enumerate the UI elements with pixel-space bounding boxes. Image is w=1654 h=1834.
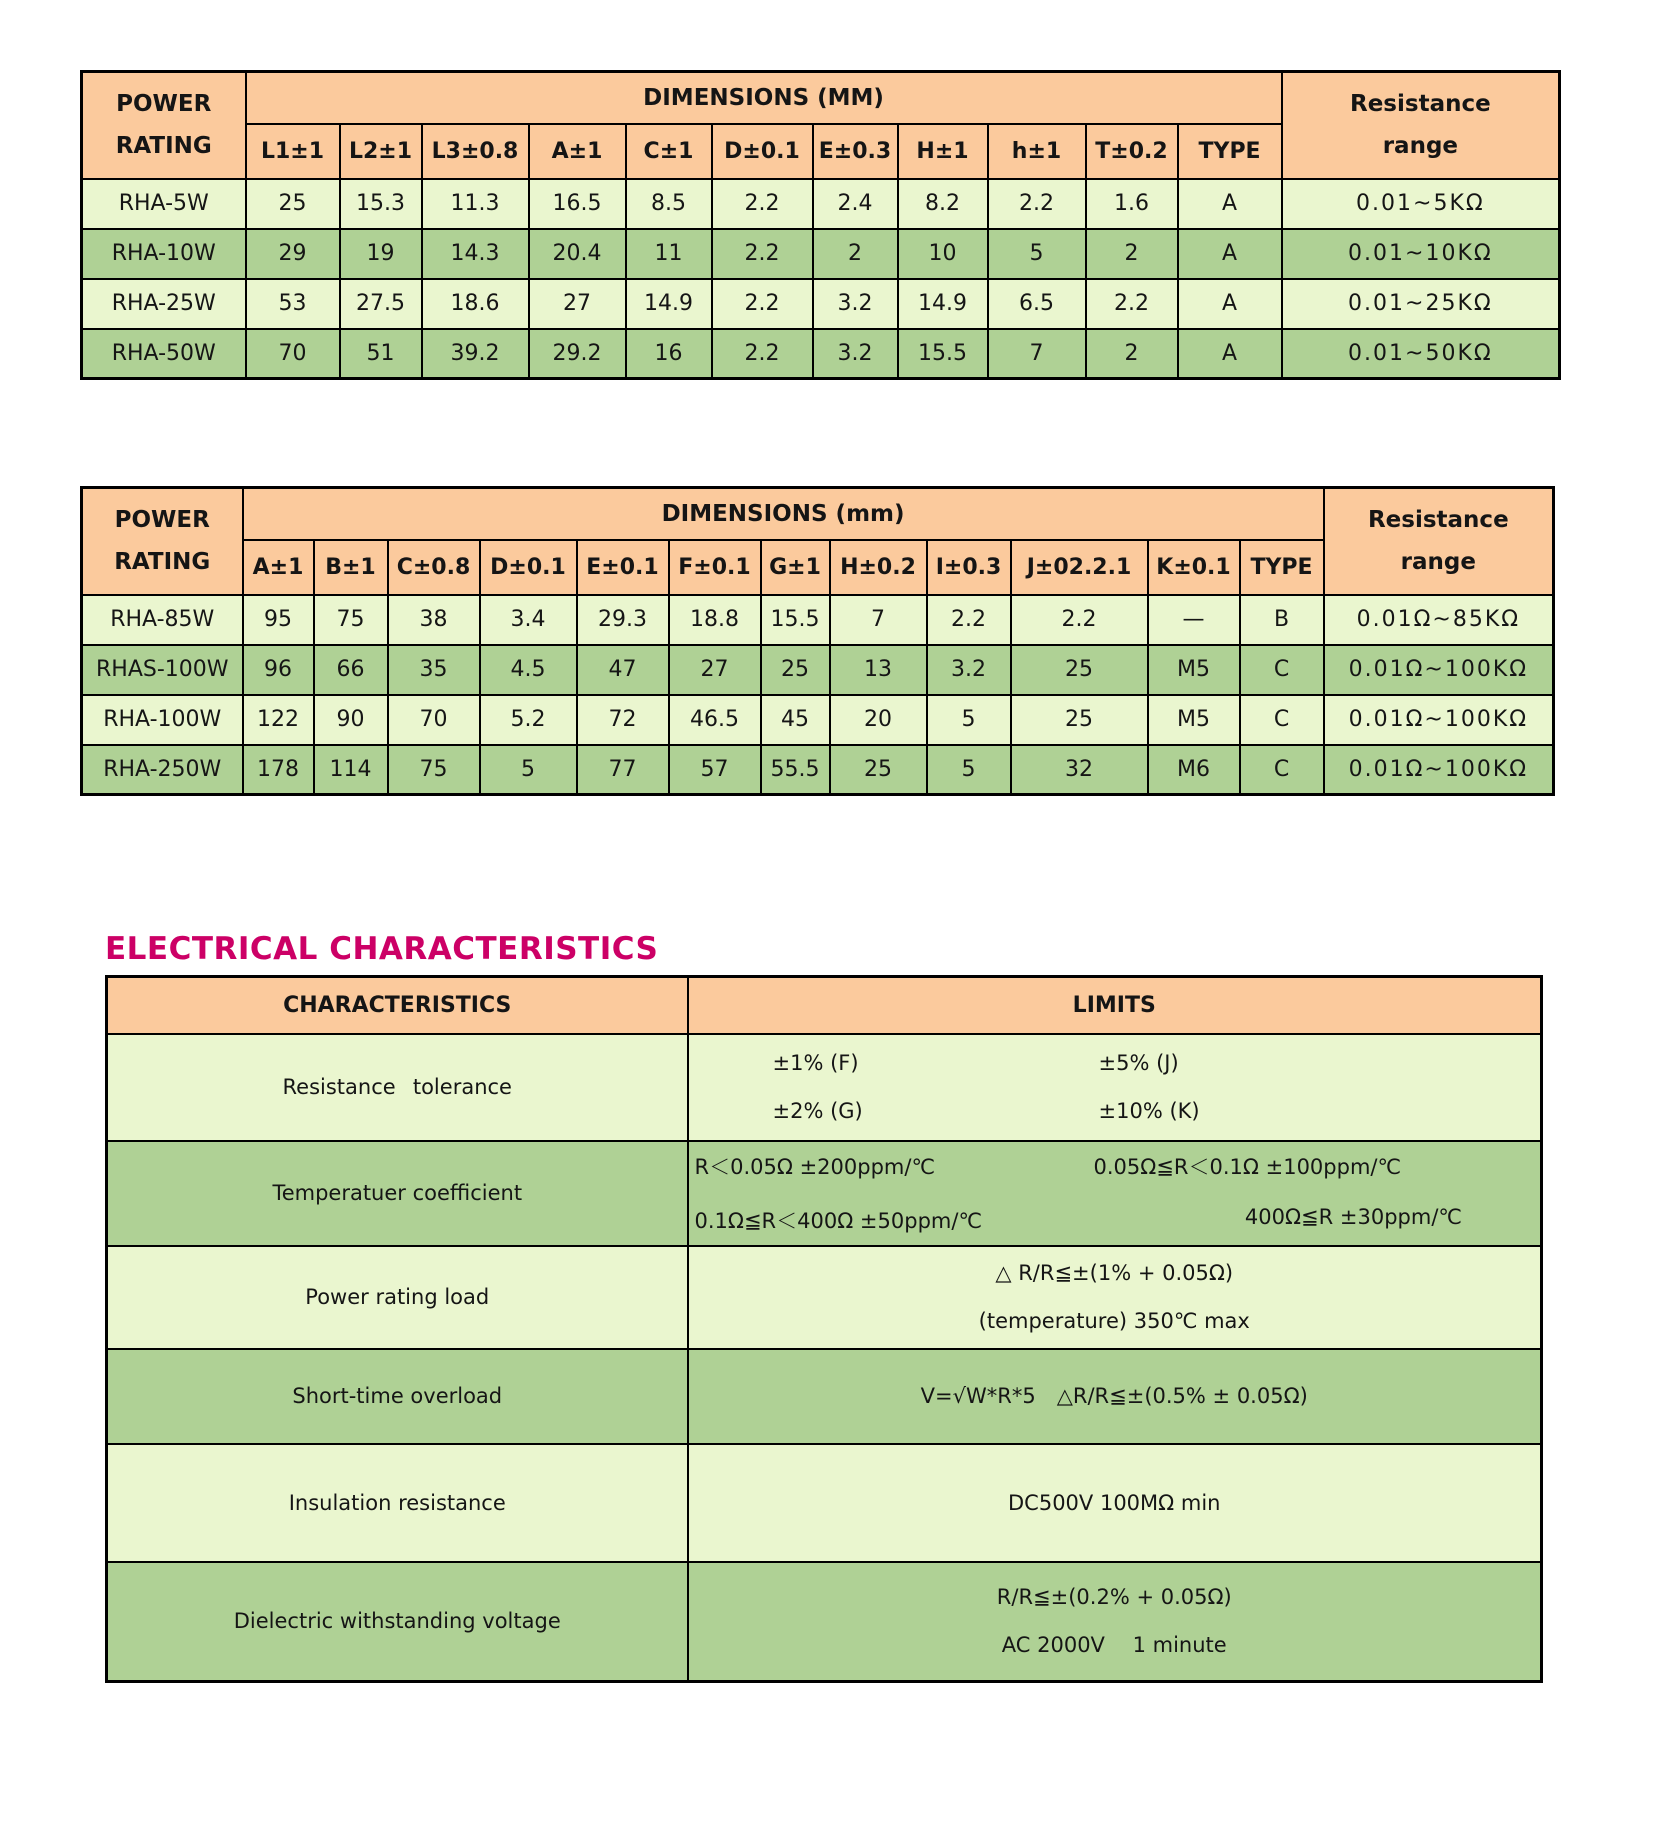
dimension-value-cell: 70 bbox=[246, 329, 340, 379]
model-cell: RHA-5W bbox=[82, 179, 246, 229]
characteristic-row bbox=[107, 1246, 1542, 1349]
dimension-value-cell: 15.5 bbox=[761, 595, 830, 645]
resistance-header-line1: Resistance bbox=[1350, 91, 1491, 118]
dimension-value-cell: 178 bbox=[243, 745, 314, 795]
limits-cell bbox=[688, 1444, 1542, 1562]
dimension-value-cell: 2.2 bbox=[988, 179, 1086, 229]
dimension-value-cell: 75 bbox=[314, 595, 388, 645]
resistance-range-header bbox=[1324, 488, 1554, 595]
dim-column-header: A±1 bbox=[529, 124, 626, 179]
power-rating-line1: POWER bbox=[116, 91, 212, 118]
dimension-value-cell: 46.5 bbox=[669, 695, 761, 745]
model-cell: RHA-250W bbox=[82, 745, 243, 795]
resistance-range-cell: 0.01~25KΩ bbox=[1282, 279, 1560, 329]
dimension-value-cell: 3.2 bbox=[927, 645, 1011, 695]
dimension-value-cell: 18.8 bbox=[669, 595, 761, 645]
dim-column-header: C±0.8 bbox=[388, 540, 480, 595]
dimension-value-cell: 53 bbox=[246, 279, 340, 329]
limit-value: R＜0.05Ω ±200ppm/℃ bbox=[694, 1155, 936, 1179]
table-row bbox=[82, 229, 1560, 279]
dimension-value-cell: 3.4 bbox=[480, 595, 577, 645]
resistance-range-cell: 0.01~50KΩ bbox=[1282, 329, 1560, 379]
dimension-value-cell: — bbox=[1148, 595, 1240, 645]
dimension-value-cell: 4.5 bbox=[480, 645, 577, 695]
table-row bbox=[82, 279, 1560, 329]
dimension-value-cell: 114 bbox=[314, 745, 388, 795]
datasheet-page bbox=[0, 70, 1654, 1834]
characteristic-label: Resistance tolerance bbox=[107, 1034, 688, 1141]
power-rating-line1: POWER bbox=[114, 507, 210, 534]
limits-lines bbox=[689, 1247, 1541, 1348]
limits-cell bbox=[688, 1349, 1542, 1444]
dim-column-header: D±0.1 bbox=[480, 540, 577, 595]
limit-value: ±5% (J) bbox=[1098, 1051, 1179, 1075]
dim-column-header: A±1 bbox=[243, 540, 314, 595]
dimension-value-cell: 27.5 bbox=[340, 279, 422, 329]
dimensions-header: DIMENSIONS (mm) bbox=[243, 488, 1324, 540]
table-row bbox=[82, 179, 1560, 229]
dim-column-header: B±1 bbox=[314, 540, 388, 595]
dimension-value-cell: 18.6 bbox=[422, 279, 529, 329]
dimension-value-cell: 66 bbox=[314, 645, 388, 695]
limit-value: DC500V 100MΩ min bbox=[1008, 1490, 1221, 1515]
dimension-value-cell: 35 bbox=[388, 645, 480, 695]
dimension-value-cell: 16 bbox=[626, 329, 712, 379]
model-cell: RHA-50W bbox=[82, 329, 246, 379]
dimension-value-cell: 2.2 bbox=[712, 279, 813, 329]
limit-value: ±2% (G) bbox=[772, 1099, 863, 1123]
dimension-value-cell: 27 bbox=[669, 645, 761, 695]
resistance-range-cell: 0.01Ω~100KΩ bbox=[1324, 745, 1554, 795]
model-cell: RHA-10W bbox=[82, 229, 246, 279]
dimension-value-cell: 8.5 bbox=[626, 179, 712, 229]
dimension-value-cell: 15.5 bbox=[898, 329, 988, 379]
dimension-value-cell: 7 bbox=[830, 595, 927, 645]
dimension-value-cell: 77 bbox=[577, 745, 669, 795]
dimension-value-cell: 14.9 bbox=[898, 279, 988, 329]
dimension-value-cell: 2 bbox=[813, 229, 898, 279]
dimension-value-cell: 55.5 bbox=[761, 745, 830, 795]
dimension-value-cell: 25 bbox=[761, 645, 830, 695]
electrical-characteristics-table bbox=[105, 975, 1543, 1683]
dimension-value-cell: 25 bbox=[1011, 645, 1148, 695]
limit-value: ±1% (F) bbox=[772, 1051, 859, 1075]
dimension-value-cell: 19 bbox=[340, 229, 422, 279]
dim-column-header: C±1 bbox=[626, 124, 712, 179]
limits-grid bbox=[689, 1035, 1541, 1140]
table-row bbox=[82, 695, 1554, 745]
limit-value: R/R≦±(0.2% + 0.05Ω) bbox=[996, 1585, 1232, 1610]
dimension-value-cell: 47 bbox=[577, 645, 669, 695]
resistance-range-cell: 0.01~10KΩ bbox=[1282, 229, 1560, 279]
dimension-value-cell: 3.2 bbox=[813, 279, 898, 329]
resistance-header-line2: range bbox=[1382, 133, 1459, 160]
dimension-value-cell: 5 bbox=[988, 229, 1086, 279]
dimension-value-cell: 20.4 bbox=[529, 229, 626, 279]
power-rating-header bbox=[82, 72, 246, 179]
dimension-value-cell: 27 bbox=[529, 279, 626, 329]
resistance-range-header bbox=[1282, 72, 1560, 179]
dimension-value-cell: 5 bbox=[927, 695, 1011, 745]
model-cell: RHAS-100W bbox=[82, 645, 243, 695]
dimension-value-cell: 51 bbox=[340, 329, 422, 379]
limits-cell bbox=[688, 1562, 1542, 1682]
dimension-value-cell: 14.3 bbox=[422, 229, 529, 279]
resistance-range-cell: 0.01Ω~85KΩ bbox=[1324, 595, 1554, 645]
limits-lines bbox=[689, 1350, 1541, 1443]
dimension-value-cell: 2.2 bbox=[1086, 279, 1178, 329]
dim-column-header: E±0.3 bbox=[813, 124, 898, 179]
power-rating-line2: RATING bbox=[114, 549, 211, 576]
table-row bbox=[82, 329, 1560, 379]
dimension-value-cell: 32 bbox=[1011, 745, 1148, 795]
dimension-value-cell: 29.2 bbox=[529, 329, 626, 379]
resistance-range-cell: 0.01Ω~100KΩ bbox=[1324, 645, 1554, 695]
limit-value: △ R/R≦±(1% + 0.05Ω) bbox=[995, 1261, 1234, 1285]
resistance-range-cell: 0.01~5KΩ bbox=[1282, 179, 1560, 229]
dimension-value-cell: 3.2 bbox=[813, 329, 898, 379]
characteristics-column-header: CHARACTERISTICS bbox=[107, 977, 688, 1034]
dim-column-header: h±1 bbox=[988, 124, 1086, 179]
dim-column-header: TYPE bbox=[1178, 124, 1282, 179]
limit-value: ±10% (K) bbox=[1098, 1099, 1200, 1123]
characteristic-row bbox=[107, 1444, 1542, 1562]
dimension-value-cell: 11.3 bbox=[422, 179, 529, 229]
table-row bbox=[82, 595, 1554, 645]
dimension-value-cell: C bbox=[1240, 645, 1324, 695]
dim-column-header: F±0.1 bbox=[669, 540, 761, 595]
dimension-value-cell: 75 bbox=[388, 745, 480, 795]
dimension-value-cell: 16.5 bbox=[529, 179, 626, 229]
dimensions-table-type-a bbox=[80, 70, 1561, 380]
dimension-value-cell: 20 bbox=[830, 695, 927, 745]
characteristic-label: Dielectric withstanding voltage bbox=[107, 1562, 688, 1682]
dimension-value-cell: C bbox=[1240, 745, 1324, 795]
dimension-value-cell: 29 bbox=[246, 229, 340, 279]
dimension-value-cell: A bbox=[1178, 279, 1282, 329]
dimension-value-cell: B bbox=[1240, 595, 1324, 645]
characteristic-label: Short-time overload bbox=[107, 1349, 688, 1444]
dimension-value-cell: 2.2 bbox=[927, 595, 1011, 645]
characteristic-label: Power rating load bbox=[107, 1246, 688, 1349]
dimension-value-cell: 29.3 bbox=[577, 595, 669, 645]
dimension-value-cell: 70 bbox=[388, 695, 480, 745]
dim-column-header: T±0.2 bbox=[1086, 124, 1178, 179]
resistance-range-cell: 0.01Ω~100KΩ bbox=[1324, 695, 1554, 745]
dimension-value-cell: 45 bbox=[761, 695, 830, 745]
limits-lines bbox=[689, 1563, 1541, 1681]
dim-column-header: L1±1 bbox=[246, 124, 340, 179]
dim-column-header: H±0.2 bbox=[830, 540, 927, 595]
dimension-value-cell: 38 bbox=[388, 595, 480, 645]
dimension-value-cell: C bbox=[1240, 695, 1324, 745]
dimension-value-cell: 8.2 bbox=[898, 179, 988, 229]
dimension-value-cell: 96 bbox=[243, 645, 314, 695]
dimension-value-cell: 90 bbox=[314, 695, 388, 745]
dimension-value-cell: 15.3 bbox=[340, 179, 422, 229]
limits-grid bbox=[689, 1142, 1541, 1245]
dimension-value-cell: 2.4 bbox=[813, 179, 898, 229]
dim-column-header: G±1 bbox=[761, 540, 830, 595]
characteristic-row bbox=[107, 1034, 1542, 1141]
dimension-value-cell: 11 bbox=[626, 229, 712, 279]
dimension-value-cell: 95 bbox=[243, 595, 314, 645]
dimension-value-cell: 5 bbox=[480, 745, 577, 795]
dimensions-header: DIMENSIONS (MM) bbox=[246, 72, 1282, 124]
dimension-value-cell: 25 bbox=[830, 745, 927, 795]
characteristic-label: Insulation resistance bbox=[107, 1444, 688, 1562]
dim-column-header: D±0.1 bbox=[712, 124, 813, 179]
limit-value: 0.05Ω≦R＜0.1Ω ±100ppm/℃ bbox=[1093, 1155, 1402, 1179]
model-cell: RHA-25W bbox=[82, 279, 246, 329]
limits-cell bbox=[688, 1141, 1542, 1246]
dimension-value-cell: 7 bbox=[988, 329, 1086, 379]
resistance-header-line1: Resistance bbox=[1367, 507, 1509, 534]
dimension-value-cell: 2 bbox=[1086, 329, 1178, 379]
limit-value: 0.1Ω≦R＜400Ω ±50ppm/℃ bbox=[694, 1209, 983, 1233]
dimensions-table-type-bc bbox=[80, 486, 1555, 796]
resistance-header-line2: range bbox=[1400, 549, 1476, 576]
dimension-value-cell: 25 bbox=[246, 179, 340, 229]
dimension-value-cell: 57 bbox=[669, 745, 761, 795]
dimension-value-cell: A bbox=[1178, 179, 1282, 229]
electrical-characteristics-title: ELECTRICAL CHARACTERISTICS bbox=[105, 931, 659, 967]
limit-value: (temperature) 350℃ max bbox=[978, 1309, 1250, 1333]
power-rating-line2: RATING bbox=[115, 133, 212, 160]
dimension-value-cell: 72 bbox=[577, 695, 669, 745]
dimension-value-cell: 14.9 bbox=[626, 279, 712, 329]
dim-column-header: L3±0.8 bbox=[422, 124, 529, 179]
dimension-value-cell: 1.6 bbox=[1086, 179, 1178, 229]
dimension-value-cell: A bbox=[1178, 329, 1282, 379]
limits-column-header: LIMITS bbox=[688, 977, 1542, 1034]
model-cell: RHA-100W bbox=[82, 695, 243, 745]
dimension-value-cell: 2 bbox=[1086, 229, 1178, 279]
table-row bbox=[82, 745, 1554, 795]
dimension-value-cell: 10 bbox=[898, 229, 988, 279]
dim-column-header: H±1 bbox=[898, 124, 988, 179]
dim-column-header: E±0.1 bbox=[577, 540, 669, 595]
limits-cell bbox=[688, 1246, 1542, 1349]
dim-column-header: TYPE bbox=[1240, 540, 1324, 595]
dimension-value-cell: 2.2 bbox=[712, 329, 813, 379]
limit-value: V=√W*R*5 △R/R≦±(0.5% ± 0.05Ω) bbox=[920, 1384, 1308, 1408]
characteristic-row bbox=[107, 1141, 1542, 1246]
limits-cell bbox=[688, 1034, 1542, 1141]
dim-column-header: I±0.3 bbox=[927, 540, 1011, 595]
dimension-value-cell: M6 bbox=[1148, 745, 1240, 795]
limits-lines bbox=[689, 1445, 1541, 1561]
limit-value: AC 2000V 1 minute bbox=[1001, 1633, 1227, 1658]
dimension-value-cell: 2.2 bbox=[712, 229, 813, 279]
dimension-value-cell: 2.2 bbox=[1011, 595, 1148, 645]
dimension-value-cell: 13 bbox=[830, 645, 927, 695]
dimension-value-cell: 5 bbox=[927, 745, 1011, 795]
dimension-value-cell: 25 bbox=[1011, 695, 1148, 745]
dimension-value-cell: 6.5 bbox=[988, 279, 1086, 329]
characteristic-row bbox=[107, 1562, 1542, 1682]
dim-column-header: J±02.2.1 bbox=[1011, 540, 1148, 595]
table-row bbox=[82, 645, 1554, 695]
dimension-value-cell: 2.2 bbox=[712, 179, 813, 229]
dim-column-header: K±0.1 bbox=[1148, 540, 1240, 595]
dimension-value-cell: 39.2 bbox=[422, 329, 529, 379]
characteristic-label: Temperatuer coefficient bbox=[107, 1141, 688, 1246]
dim-column-header: L2±1 bbox=[340, 124, 422, 179]
characteristic-row bbox=[107, 1349, 1542, 1444]
limit-value: 400Ω≦R ±30ppm/℃ bbox=[1244, 1205, 1462, 1229]
dimension-value-cell: M5 bbox=[1148, 645, 1240, 695]
power-rating-header bbox=[82, 488, 243, 595]
dimension-value-cell: A bbox=[1178, 229, 1282, 279]
model-cell: RHA-85W bbox=[82, 595, 243, 645]
dimension-value-cell: 122 bbox=[243, 695, 314, 745]
dimension-value-cell: M5 bbox=[1148, 695, 1240, 745]
dimension-value-cell: 5.2 bbox=[480, 695, 577, 745]
